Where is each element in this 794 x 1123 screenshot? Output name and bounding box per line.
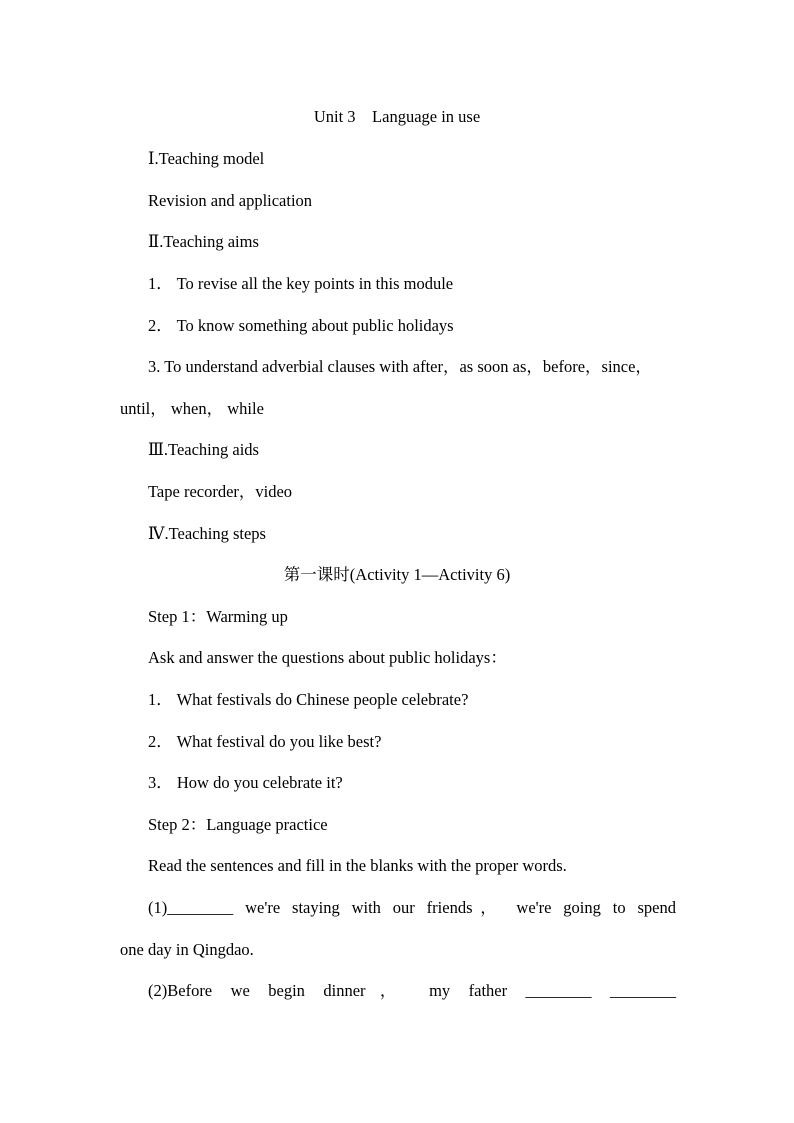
exercise-item-continuation: one day in Qingdao. — [120, 940, 254, 959]
list-item: 1． To revise all the key points in this module — [148, 274, 454, 293]
list-item-continuation: until， when， while — [120, 399, 264, 418]
exercise-item: (2)Before we begin dinner， my father ________ ________ — [148, 981, 676, 1000]
lesson-subtitle: 第一课时(Activity 1—Activity 6) — [283, 565, 511, 584]
paragraph-line: Read the sentences and fill in the blanks with the proper words. — [148, 856, 567, 875]
exercise-item: (1)________ we're staying with our friends， we're going to spend — [148, 898, 676, 917]
list-item: 2． To know something about public holidays — [148, 316, 454, 335]
section-heading-teaching-model: Ⅰ.Teaching model — [148, 149, 265, 168]
section-heading-teaching-steps: Ⅳ.Teaching steps — [148, 524, 266, 543]
paragraph-line: Ask and answer the questions about public holidays： — [148, 648, 507, 667]
list-item: 3． How do you celebrate it? — [148, 773, 343, 792]
step-heading: Step 2：Language practice — [148, 815, 328, 834]
list-item: 2． What festival do you like best? — [148, 732, 382, 751]
list-item: 1． What festivals do Chinese people celebrate? — [148, 690, 469, 709]
paragraph-line: Tape recorder，video — [148, 482, 293, 501]
paragraph-line: Revision and application — [148, 191, 313, 210]
section-heading-teaching-aims: Ⅱ.Teaching aims — [148, 232, 259, 251]
section-heading-teaching-aids: Ⅲ.Teaching aids — [148, 440, 259, 459]
list-item: 3. To understand adverbial clauses with after，as soon as，before，since， — [148, 357, 652, 376]
document-title: Unit 3 Language in use — [313, 107, 481, 126]
step-heading: Step 1：Warming up — [148, 607, 288, 626]
